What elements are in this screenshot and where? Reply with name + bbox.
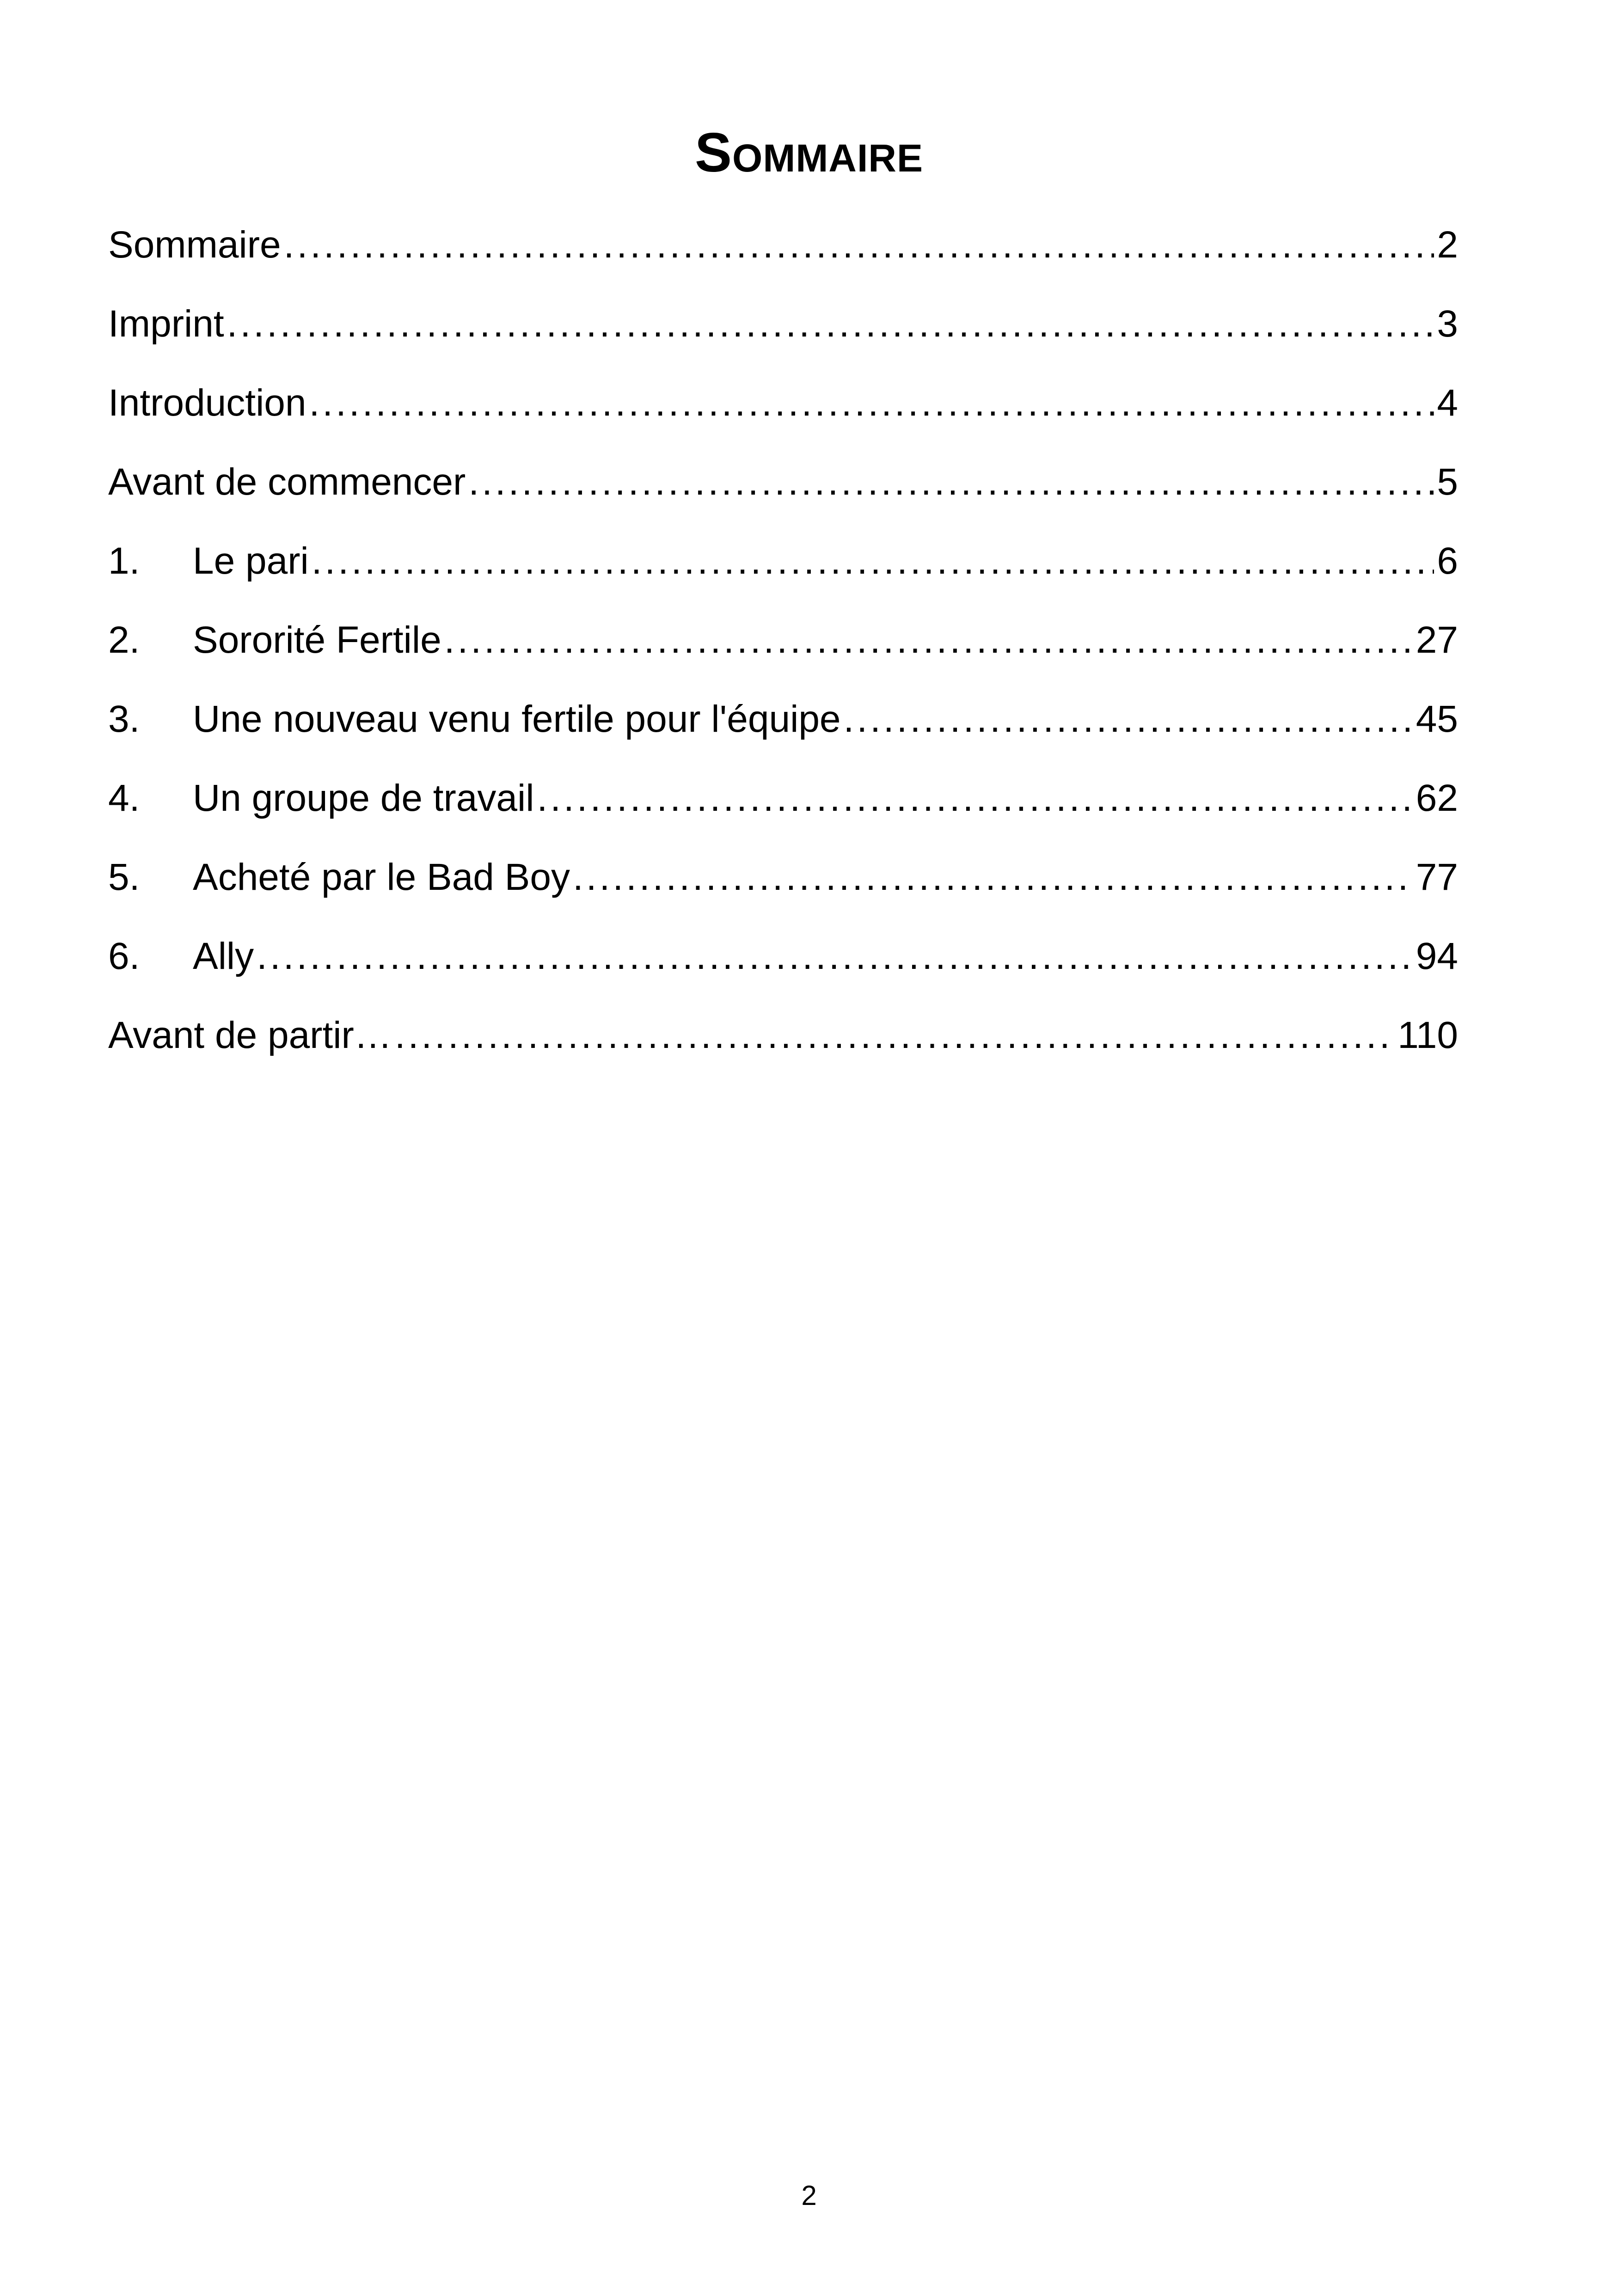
toc-entry-page: 45: [1416, 698, 1458, 740]
toc-entry-chapter-3[interactable]: [108, 694, 1458, 773]
toc-entry-page: 27: [1416, 619, 1458, 661]
toc-dot-leader: [573, 852, 1413, 903]
toc-dot-leader: [227, 299, 1434, 349]
toc-entry-label: Avant de commencer: [108, 461, 466, 503]
toc-entry-number: 4.: [108, 777, 140, 819]
toc-dot-leader: [468, 457, 1434, 508]
toc-entry-label: Une nouveau venu fertile pour l'équipe: [193, 698, 841, 740]
toc-entry-chapter-5[interactable]: [108, 852, 1458, 931]
toc-dot-leader: [537, 773, 1413, 824]
toc-entry-page: 4: [1437, 382, 1458, 424]
toc-entry-number: 3.: [108, 698, 140, 740]
toc-entry-avant-de-partir[interactable]: [108, 1010, 1458, 1089]
toc-entry-number: 6.: [108, 935, 140, 977]
toc-dot-leader: [257, 931, 1413, 982]
toc-entry-page: 110: [1397, 1014, 1458, 1056]
toc-entry-page: 94: [1416, 935, 1458, 977]
toc-entry-sommaire[interactable]: [108, 220, 1458, 299]
toc-entry-number: 2.: [108, 619, 140, 661]
toc-entry-label: Sororité Fertile: [193, 619, 441, 661]
toc-dot-leader: [312, 536, 1434, 587]
toc-dot-leader: [395, 1010, 1395, 1061]
toc-entry-page: 2: [1437, 224, 1458, 266]
toc-entry-label: Un groupe de travail: [193, 777, 534, 819]
toc-entry-imprint[interactable]: [108, 299, 1458, 378]
footer-page-number: 2: [801, 2180, 817, 2211]
toc-entry-number: 1.: [108, 540, 140, 582]
toc-entry-label: Sommaire: [108, 224, 281, 266]
toc-entry-page: 5: [1437, 461, 1458, 503]
toc-dot-leader: [309, 378, 1434, 429]
toc-entry-page: 62: [1416, 777, 1458, 819]
toc-entry-chapter-1[interactable]: [108, 536, 1458, 615]
toc-entry-label: Le pari: [193, 540, 309, 582]
toc-entry-page: 6: [1437, 540, 1458, 582]
page-title: Sommaire: [694, 122, 923, 184]
toc-entry-chapter-2[interactable]: [108, 615, 1458, 694]
toc-entry-introduction[interactable]: [108, 378, 1458, 457]
toc-entry-chapter-6[interactable]: [108, 931, 1458, 1010]
table-of-contents: [108, 220, 1458, 1089]
toc-dot-leader: [844, 694, 1413, 745]
toc-entry-chapter-4[interactable]: [108, 773, 1458, 852]
toc-entry-number: 5.: [108, 856, 140, 898]
toc-dot-leader: [444, 615, 1413, 666]
toc-entry-label: Acheté par le Bad Boy: [193, 856, 570, 898]
toc-entry-label: Introduction: [108, 382, 306, 424]
toc-entry-label: Avant de partir…: [108, 1014, 392, 1056]
toc-dot-leader: [284, 220, 1434, 270]
toc-entry-page: 77: [1416, 856, 1458, 898]
toc-entry-page: 3: [1437, 303, 1458, 345]
toc-entry-label: Ally: [193, 935, 254, 977]
toc-entry-avant-de-commencer[interactable]: [108, 457, 1458, 536]
toc-entry-label: Imprint: [108, 303, 224, 345]
